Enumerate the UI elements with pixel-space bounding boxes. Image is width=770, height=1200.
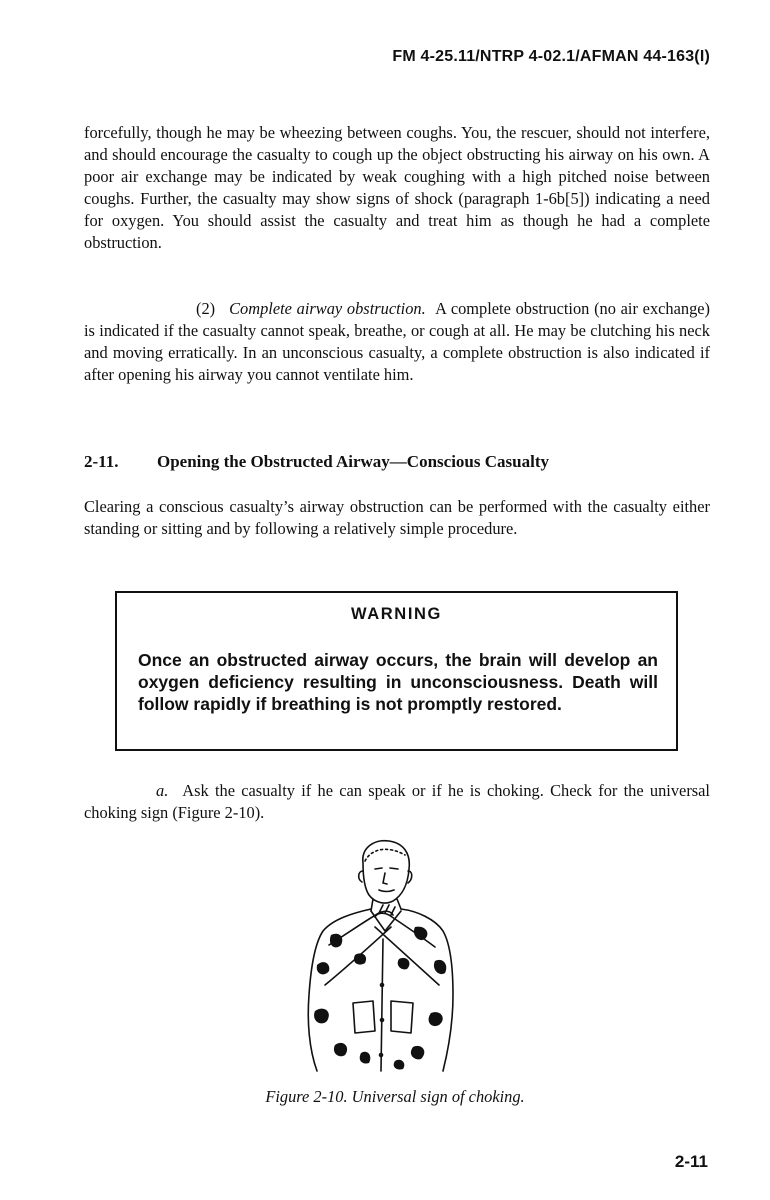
figure-caption: Figure 2-10. Universal sign of choking. bbox=[265, 1087, 525, 1106]
paragraph-complete-obstruction bbox=[84, 298, 710, 386]
subparagraph-number: (2) bbox=[196, 299, 216, 318]
choking-sign-illustration-icon bbox=[295, 835, 465, 1075]
warning-box bbox=[115, 591, 678, 751]
paragraph-procedure-intro: Clearing a conscious casualty’s airway obstruction can be performed with the casualty either standing or sitting and by following a relatively simple procedure. bbox=[84, 497, 710, 538]
paragraph-cough-description: forcefully, though he may be wheezing between coughs. You, the rescuer, should not interfere, and should encourage the casualty to cough up the object obstructing his airway on his own. A poor air exchange may be indicated by weak coughing with a high pitched noise between coughs. Further, the casualty may show signs of shock (paragraph 1-6b[5]) indicating a need for oxygen. You should assist the casualty and treat him as though he had a complete obstruction. bbox=[84, 123, 710, 252]
document-id-header: FM 4-25.11/NTRP 4-02.1/AFMAN 44-163(I) bbox=[392, 48, 710, 65]
warning-text: Once an obstructed airway occurs, the brain will develop an oxygen deficiency resulting in unconsciousness. Death will follow rapidly if breathing is not promptly restored. bbox=[138, 650, 658, 714]
section-heading bbox=[84, 452, 549, 472]
section-title: Opening the Obstructed Airway—Conscious Casualty bbox=[157, 452, 549, 471]
step-label: a. bbox=[156, 781, 169, 800]
subparagraph-text: A complete obstruction (no air exchange) is indicated if the casualty cannot speak, breathe, or cough at all. He may be clutching his neck and moving erratically. In an unconscious casualty, a complete obstruction is also indicated if after opening his airway you cannot ventilate him. bbox=[84, 299, 711, 384]
subparagraph-title: Complete airway obstruction. bbox=[229, 299, 426, 318]
paragraph-step-a bbox=[84, 780, 710, 824]
page-number: 2-11 bbox=[674, 1152, 708, 1171]
section-number: 2-11. bbox=[84, 452, 119, 471]
step-text: Ask the casualty if he can speak or if he is choking. Check for the universal choking sign (Figure 2-10). bbox=[84, 781, 710, 822]
warning-title: WARNING bbox=[351, 605, 442, 623]
